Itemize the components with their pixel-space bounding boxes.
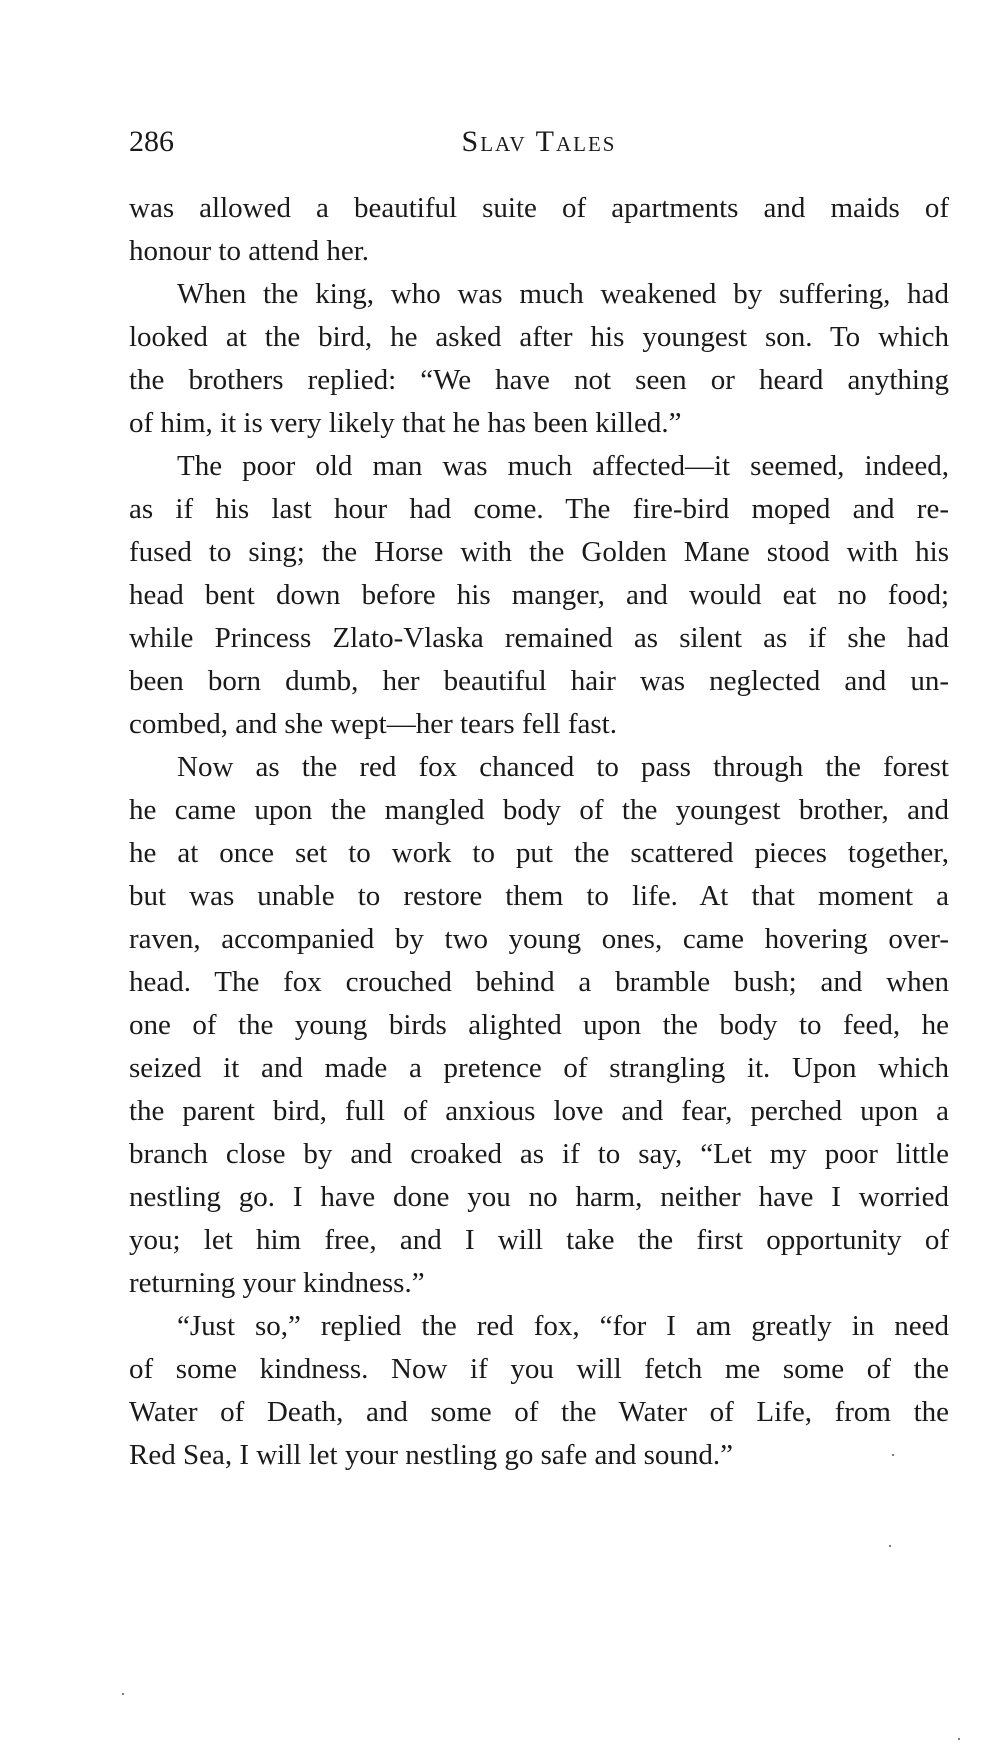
- text-line: head bent down before his manger, and would eat no food;: [129, 579, 949, 611]
- scan-speck: [122, 1693, 124, 1695]
- text-line: The poor old man was much affected—it seemed, indeed,: [177, 450, 949, 482]
- text-line: been born dumb, her beautiful hair was neglected and un-: [129, 665, 949, 697]
- text-line: raven, accompanied by two young ones, came hovering over-: [129, 923, 949, 955]
- text-line: When the king, who was much weakened by suffering, had: [177, 278, 949, 310]
- text-line: one of the young birds alighted upon the body to feed, he: [129, 1009, 949, 1041]
- text-line: the brothers replied: “We have not seen or heard anything: [129, 364, 949, 396]
- text-line: returning your kindness.”: [129, 1267, 425, 1299]
- text-line: seized it and made a pretence of strangling it. Upon which: [129, 1052, 949, 1084]
- text-line: he at once set to work to put the scattered pieces together,: [129, 837, 949, 869]
- text-line: as if his last hour had come. The fire-bird moped and re-: [129, 493, 949, 525]
- text-line: while Princess Zlato-Vlaska remained as silent as if she had: [129, 622, 949, 654]
- scan-speck: [889, 1545, 891, 1547]
- text-line: combed, and she wept—her tears fell fast.: [129, 708, 617, 740]
- scan-speck: [958, 1738, 960, 1740]
- text-line: fused to sing; the Horse with the Golden Mane stood with his: [129, 536, 949, 568]
- text-line: but was unable to restore them to life. At that moment a: [129, 880, 949, 912]
- text-line: Now as the red fox chanced to pass through the forest: [177, 751, 949, 783]
- text-line: the parent bird, full of anxious love and fear, perched upon a: [129, 1095, 949, 1127]
- text-line: of him, it is very likely that he has been killed.”: [129, 407, 682, 439]
- text-line: was allowed a beautiful suite of apartments and maids of: [129, 192, 949, 224]
- text-line: Water of Death, and some of the Water of Life, from the: [129, 1396, 949, 1428]
- page-number: 286: [129, 125, 174, 158]
- scan-speck: [892, 1454, 894, 1456]
- body-text: [129, 187, 949, 1477]
- text-line: honour to attend her.: [129, 235, 370, 267]
- text-line: you; let him free, and I will take the first opportunity of: [129, 1224, 949, 1256]
- text-line: “Just so,” replied the red fox, “for I am greatly in need: [177, 1310, 949, 1342]
- text-line: nestling go. I have done you no harm, neither have I worried: [129, 1181, 949, 1213]
- text-line: of some kindness. Now if you will fetch me some of the: [129, 1353, 949, 1385]
- page-header: [129, 122, 949, 162]
- text-line: Red Sea, I will let your nestling go safe and sound.”: [129, 1439, 734, 1471]
- running-title: Slav Tales: [461, 125, 617, 158]
- text-line: head. The fox crouched behind a bramble bush; and when: [129, 966, 949, 998]
- text-line: looked at the bird, he asked after his youngest son. To which: [129, 321, 949, 353]
- text-line: he came upon the mangled body of the youngest brother, and: [129, 794, 949, 826]
- text-line: branch close by and croaked as if to say, “Let my poor little: [129, 1138, 949, 1170]
